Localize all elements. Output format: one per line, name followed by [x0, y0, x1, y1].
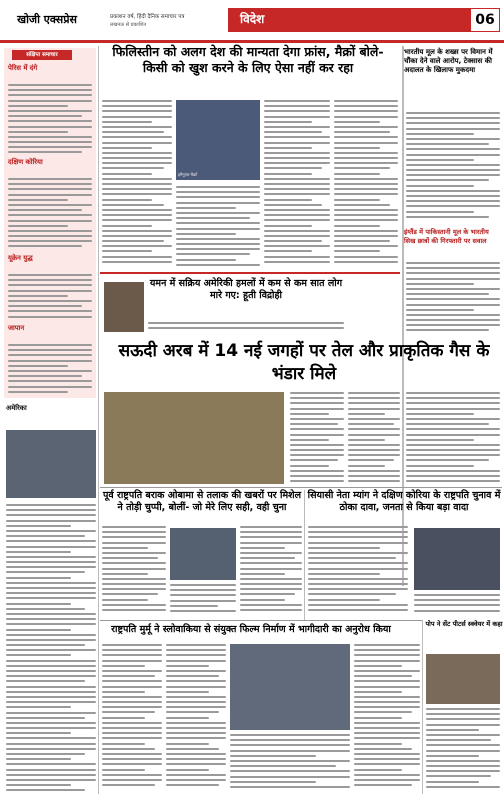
obama-photo	[170, 528, 236, 580]
yemen-headline: यमन में सक्रिय अमेरिकी हमलों में कम से कम सात लोग मारे गए: हूती विद्रोही	[149, 278, 343, 301]
murmu-photo	[230, 644, 350, 730]
pope-text	[426, 708, 500, 794]
korea-text-2	[414, 594, 500, 618]
newspaper-logo: खोजी एक्सप्रेस	[17, 12, 77, 26]
brief-text-4	[8, 344, 92, 394]
brief-headline-1: पेरिस में दंगे	[8, 64, 38, 72]
pope-photo	[426, 654, 500, 704]
saudi-headline: सऊदी अरब में 14 नई जगहों पर तेल और प्राकृतिक गैस के भंडार मिले	[118, 341, 490, 384]
obama-text-1	[102, 526, 166, 618]
pope-headline: पोप ने सेंट पीटर्स स्क्वेयर में कहा	[425, 620, 503, 628]
obama-text-3	[170, 584, 236, 618]
main-story-col-1	[102, 100, 172, 270]
saudi-text-3	[406, 392, 500, 486]
bottom-right-divider	[422, 620, 423, 794]
korea-photo	[414, 528, 500, 590]
brief-headline-5: अमेरिका	[6, 404, 27, 412]
main-story-col-4	[334, 100, 398, 270]
right-subheadline: इंग्लैंड में पाकिस्तानी मूल के भारतीय सिख छात्रों की गिरफ्तारी पर सवाल	[404, 228, 489, 245]
masthead-rule	[0, 40, 504, 43]
page-number: 06	[470, 8, 500, 32]
brief-headline-3: यूक्रेन युद्ध	[8, 254, 33, 262]
photo-caption: इमैनुएल मैक्रों	[178, 172, 198, 177]
yemen-text	[148, 322, 344, 336]
main-story-col-2	[176, 186, 260, 270]
yemen-photo	[104, 282, 144, 332]
date-line: प्रकाशन वर्ष, हिंदी दैनिक समाचार पत्र	[110, 14, 185, 20]
right-story-text	[406, 112, 500, 224]
divider-bottom	[100, 620, 422, 621]
story-divider-red	[100, 272, 400, 274]
macron-photo	[176, 100, 260, 180]
brief-headline-4: जापान	[8, 324, 25, 332]
divider-mid	[100, 487, 502, 488]
murmu-text-4	[354, 644, 420, 794]
brief-text-3	[8, 274, 92, 320]
right-headline: भारतीय मूल के शख्स पर विमान में चौंका देने वाले आरोप, टेक्सास की अदालत के खिलाफ मुकदमा	[404, 48, 493, 74]
left-column-text	[6, 504, 96, 794]
saudi-text-2	[348, 392, 400, 486]
news-photo-left	[6, 430, 96, 498]
brief-text-2	[8, 178, 92, 250]
main-headline: फिलिस्तीन को अलग देश की मान्यता देगा फ्रांस, मैक्रों बोले- किसी को खुश करने के लिए ऐसा नहीं कर रहा	[112, 44, 384, 75]
mid-divider	[304, 490, 305, 620]
obama-headline: पूर्व राष्ट्रपति बराक ओबामा से तलाक की खबरों पर मिशेल ने तोड़ी चुप्पी, बोलीं- जो मेरे लिए सही, वही चुना	[102, 490, 302, 513]
sub-line: लखनऊ से प्रकाशित	[110, 22, 147, 28]
masthead	[0, 0, 504, 44]
brief-text-1	[8, 84, 92, 154]
brief-news-title: संक्षिप्त समाचार	[12, 50, 72, 60]
murmu-text-3	[230, 734, 350, 794]
murmu-text-1	[102, 644, 162, 794]
murmu-headline: राष्ट्रपति मुर्मू ने स्लोवाकिया से संयुक्त फिल्म निर्माण में भागीदारी का अनुरोध किया	[111, 624, 391, 635]
saudi-text-1	[290, 392, 344, 486]
brief-headline-2: दक्षिण कोरिया	[8, 158, 43, 166]
left-divider	[98, 46, 99, 794]
oil-field-photo	[104, 392, 284, 484]
right-sub-text	[406, 262, 500, 336]
section-title: विदेश	[240, 12, 265, 26]
korea-headline: सियासी नेता म्यांग ने दक्षिण कोरिया के राष्ट्रपति चुनाव में ठोका दावा, जनता से किया बड़ा वादा	[307, 490, 501, 513]
murmu-text-2	[166, 644, 226, 794]
main-story-col-3	[264, 100, 330, 270]
obama-text-2	[240, 526, 302, 618]
korea-text-1	[308, 526, 408, 618]
